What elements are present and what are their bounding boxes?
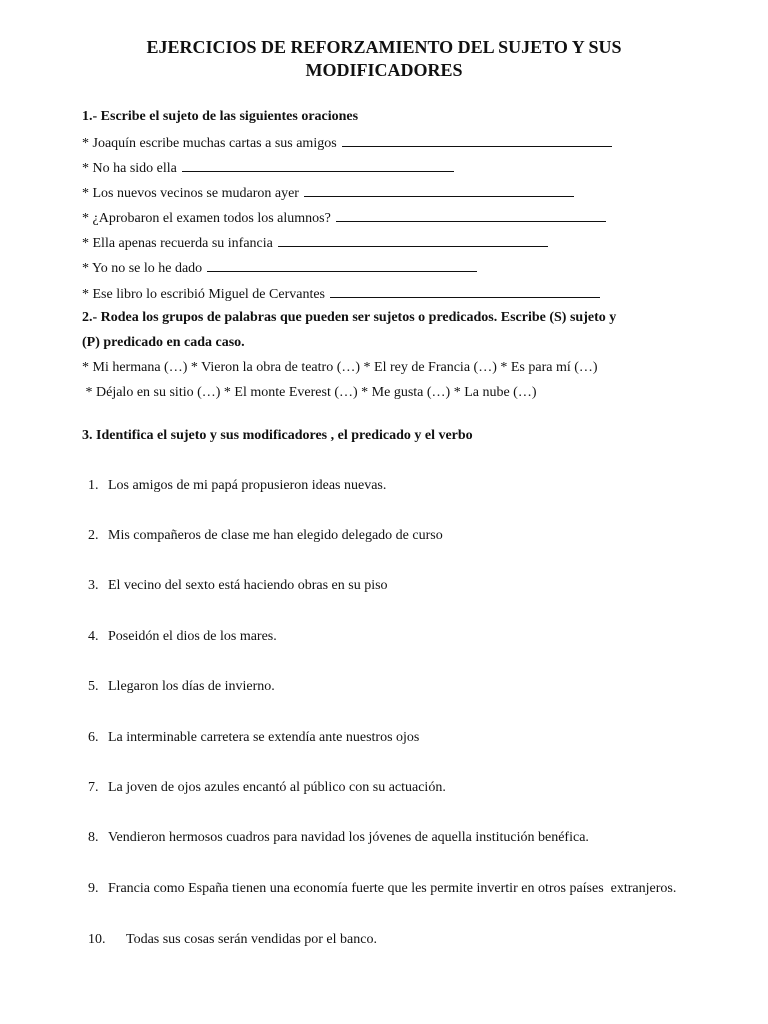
section-1-item (82, 258, 477, 278)
title-line-1: EJERCICIOS DE REFORZAMIENTO DEL SUJETO Y SUS (146, 37, 622, 57)
answer-blank[interactable] (336, 208, 606, 222)
item-text: Los amigos de mi papá propusieron ideas nuevas. (108, 478, 387, 493)
item-text: Poseidón el dios de los mares. (108, 629, 277, 644)
answer-blank[interactable] (207, 258, 477, 272)
section-1-item (82, 284, 600, 304)
answer-blank[interactable] (304, 183, 574, 197)
answer-blank[interactable] (330, 284, 600, 298)
section-2-row-2: * Déjalo en su sitio (…) * El monte Everest (…) * Me gusta (…) * La nube (…) (82, 385, 537, 400)
item-text: Francia como España tienen una economía fuerte que les permite invertir en otros países extranjeros. (108, 881, 677, 896)
item-text: Todas sus cosas serán vendidas por el banco. (126, 932, 377, 947)
section-2-heading-line-2: (P) predicado en cada caso. (82, 335, 245, 350)
item-text: Mis compañeros de clase me han elegido delegado de curso (108, 528, 443, 543)
section-1-item (82, 183, 574, 203)
list-item (88, 678, 275, 696)
item-text: Llegaron los días de invierno. (108, 679, 275, 694)
section-1-heading: 1.- Escribe el sujeto de las siguientes oraciones (82, 109, 359, 124)
section-1-item (82, 158, 454, 178)
list-item (88, 477, 386, 495)
worksheet-title (80, 36, 688, 82)
section-1-item (82, 133, 612, 153)
item-text: La interminable carretera se extendía ante nuestros ojos (108, 730, 420, 745)
answer-blank[interactable] (278, 233, 548, 247)
item-number: 10. (88, 932, 106, 947)
item-number: 1. (88, 478, 99, 493)
sentence-text: * ¿Aprobaron el examen todos los alumnos? (82, 211, 331, 226)
sentence-text: * Los nuevos vecinos se mudaron ayer (82, 186, 299, 201)
list-item (88, 931, 377, 949)
sentence-text: * No ha sido ella (82, 161, 177, 176)
answer-blank[interactable] (342, 133, 612, 147)
item-number: 4. (88, 629, 99, 644)
item-text: Vendieron hermosos cuadros para navidad los jóvenes de aquella institución benéfica. (108, 830, 589, 845)
section-1-item (82, 208, 606, 228)
item-number: 3. (88, 578, 99, 593)
list-item (88, 779, 446, 797)
sentence-text: * Joaquín escribe muchas cartas a sus amigos (82, 136, 337, 151)
item-number: 9. (88, 881, 99, 896)
item-text: El vecino del sexto está haciendo obras en su piso (108, 578, 388, 593)
section-2-heading-line-1: 2.- Rodea los grupos de palabras que pueden ser sujetos o predicados. Escribe (S) sujeto y (82, 310, 617, 325)
item-text: La joven de ojos azules encantó al público con su actuación. (108, 780, 446, 795)
sentence-text: * Ese libro lo escribió Miguel de Cervantes (82, 287, 325, 302)
item-number: 8. (88, 830, 99, 845)
section-1-item (82, 233, 548, 253)
list-item (88, 880, 676, 898)
section-2-row-1: * Mi hermana (…) * Vieron la obra de teatro (…) * El rey de Francia (…) * Es para mí (…) (82, 360, 598, 375)
list-item (88, 628, 277, 646)
item-number: 7. (88, 780, 99, 795)
list-item (88, 527, 443, 545)
list-item (88, 577, 388, 595)
answer-blank[interactable] (182, 158, 454, 172)
sentence-text: * Yo no se lo he dado (82, 261, 203, 276)
sentence-text: * Ella apenas recuerda su infancia (82, 236, 273, 251)
section-3-heading: 3. Identifica el sujeto y sus modificadores , el predicado y el verbo (82, 428, 473, 443)
item-number: 2. (88, 528, 99, 543)
list-item (88, 729, 419, 747)
item-number: 5. (88, 679, 99, 694)
item-number: 6. (88, 730, 99, 745)
list-item (88, 829, 589, 847)
title-line-2: MODIFICADORES (305, 60, 463, 80)
